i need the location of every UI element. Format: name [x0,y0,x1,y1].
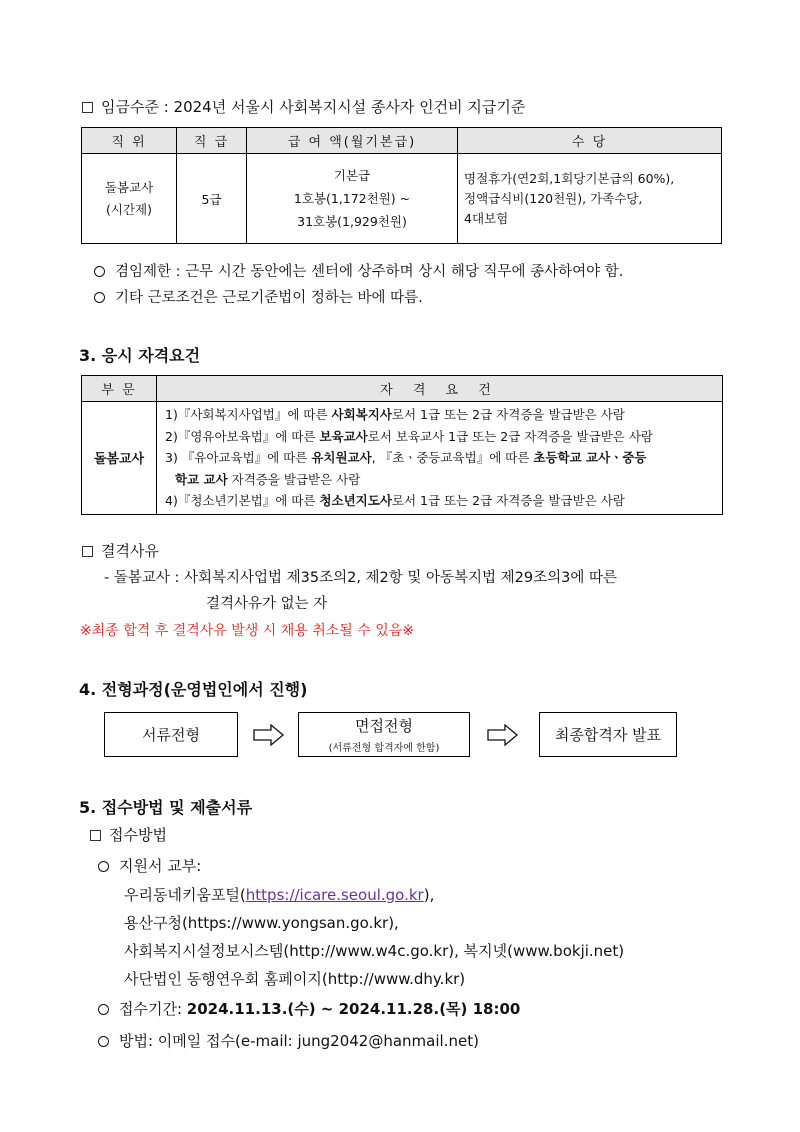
col-position: 직 위 [82,128,177,154]
note-other: 기타 근로조건은 근로기준법이 정하는 바에 따름. [94,286,423,307]
disq-warning: ※최종 합격 후 결격사유 발생 시 채용 취소될 수 있음※ [80,623,414,639]
item-distribution: 지원서 교부: [98,855,201,876]
section4-title: 4. 전형과정(운영법인에서 진행) [79,680,308,699]
qualification-header [82,376,723,402]
wage-table-header [82,128,722,154]
category-cell: 돌봄교사 [82,402,157,515]
item-method: 방법: 이메일 접수(e-mail: jung2042@hanmail.net) [98,1030,479,1051]
flow-step-document: 서류전형 [104,712,238,757]
flow-step-final: 최종합격자 발표 [539,712,677,757]
arrow-right-icon [253,724,285,746]
item-period: 접수기간: 2024.11.13.(수) ~ 2024.11.28.(목) 18:00 [98,998,520,1019]
circle-bullet-icon [98,1004,109,1015]
requirement-item: 4)『청소년기본법』에 따른 청소년지도사로서 1급 또는 2급 자격증을 발급받은 사람 [165,493,625,508]
col-salary: 급 여 액(월기본급) [247,128,458,154]
wage-table [81,127,722,244]
grade-cell: 5급 [177,154,247,244]
col-category: 부 문 [82,376,157,402]
allowance-cell: 명절휴가(연2회,1회당기본급의 60%), 정액급식비(120천원), 가족수당, 4대보험 [458,154,722,244]
site-line-icare: 우리동네키움포털(https://icare.seoul.go.kr), [124,886,435,904]
salary-cell: 기본급 1호봉(1,172천원) ~ 31호봉(1,929천원) [247,154,458,244]
checkbox-square-icon [82,102,93,113]
col-requirements: 자 격 요 건 [157,376,723,402]
qualification-row [82,402,723,515]
requirement-item: 2)『영유아보육법』에 따른 보육교사로서 보육교사 1급 또는 2급 자격증을 발급받은 사람 [165,428,653,444]
col-allowance: 수 당 [458,128,722,154]
circle-bullet-icon [94,266,105,277]
wage-table-row [82,154,722,244]
requirement-item: 3) 『유아교육법』에 따른 유치원교사, 『초ㆍ중등교육법』에 따른 초등학교 교사ㆍ중등 학교 교사 자격증을 발급받은 사람 [165,450,647,487]
position-cell: 돌봄교사 (시간제) [82,154,177,244]
section5-title: 5. 접수방법 및 제출서류 [79,798,253,817]
disq-heading: 결격사유 [82,540,159,561]
requirement-item: 1)『사회복지사업법』에 따른 사회복지사로서 1급 또는 2급 자격증을 발급받은 사람 [165,407,625,422]
flow-step-interview: 면접전형 (서류전형 합격자에 한함) [298,712,470,757]
section5-sub: 접수방법 [90,824,167,845]
note-concurrent: 겸임제한 : 근무 시간 동안에는 센터에 상주하며 상시 해당 직무에 종사하여야 함. [94,260,623,281]
section3-title: 3. 응시 자격요건 [79,346,201,365]
wage-heading: 임금수준 : 2024년 서울시 사회복지시설 종사자 인건비 지급기준 [82,96,525,117]
disq-line2: 결격사유가 없는 자 [206,596,328,612]
site-line-yongsan: 용산구청(https://www.yongsan.go.kr), [124,914,399,932]
site-line-w4c: 사회복지시설정보시스템(http://www.w4c.go.kr), 복지넷(www.bokji.net) [124,942,625,960]
col-grade: 직 급 [177,128,247,154]
circle-bullet-icon [98,1036,109,1047]
icare-link[interactable]: https://icare.seoul.go.kr [245,886,424,904]
checkbox-square-icon [90,830,101,841]
requirements-cell [157,402,723,515]
disq-line1: - 돌봄교사 : 사회복지사업법 제35조의2, 제2항 및 아동복지법 제29조의3에 따른 [104,570,617,586]
qualification-table [81,375,723,515]
circle-bullet-icon [94,292,105,303]
checkbox-square-icon [82,546,93,557]
site-line-dhy: 사단법인 동행연우회 홈페이지(http://www.dhy.kr) [124,970,466,988]
circle-bullet-icon [98,861,109,872]
arrow-right-icon [487,724,519,746]
